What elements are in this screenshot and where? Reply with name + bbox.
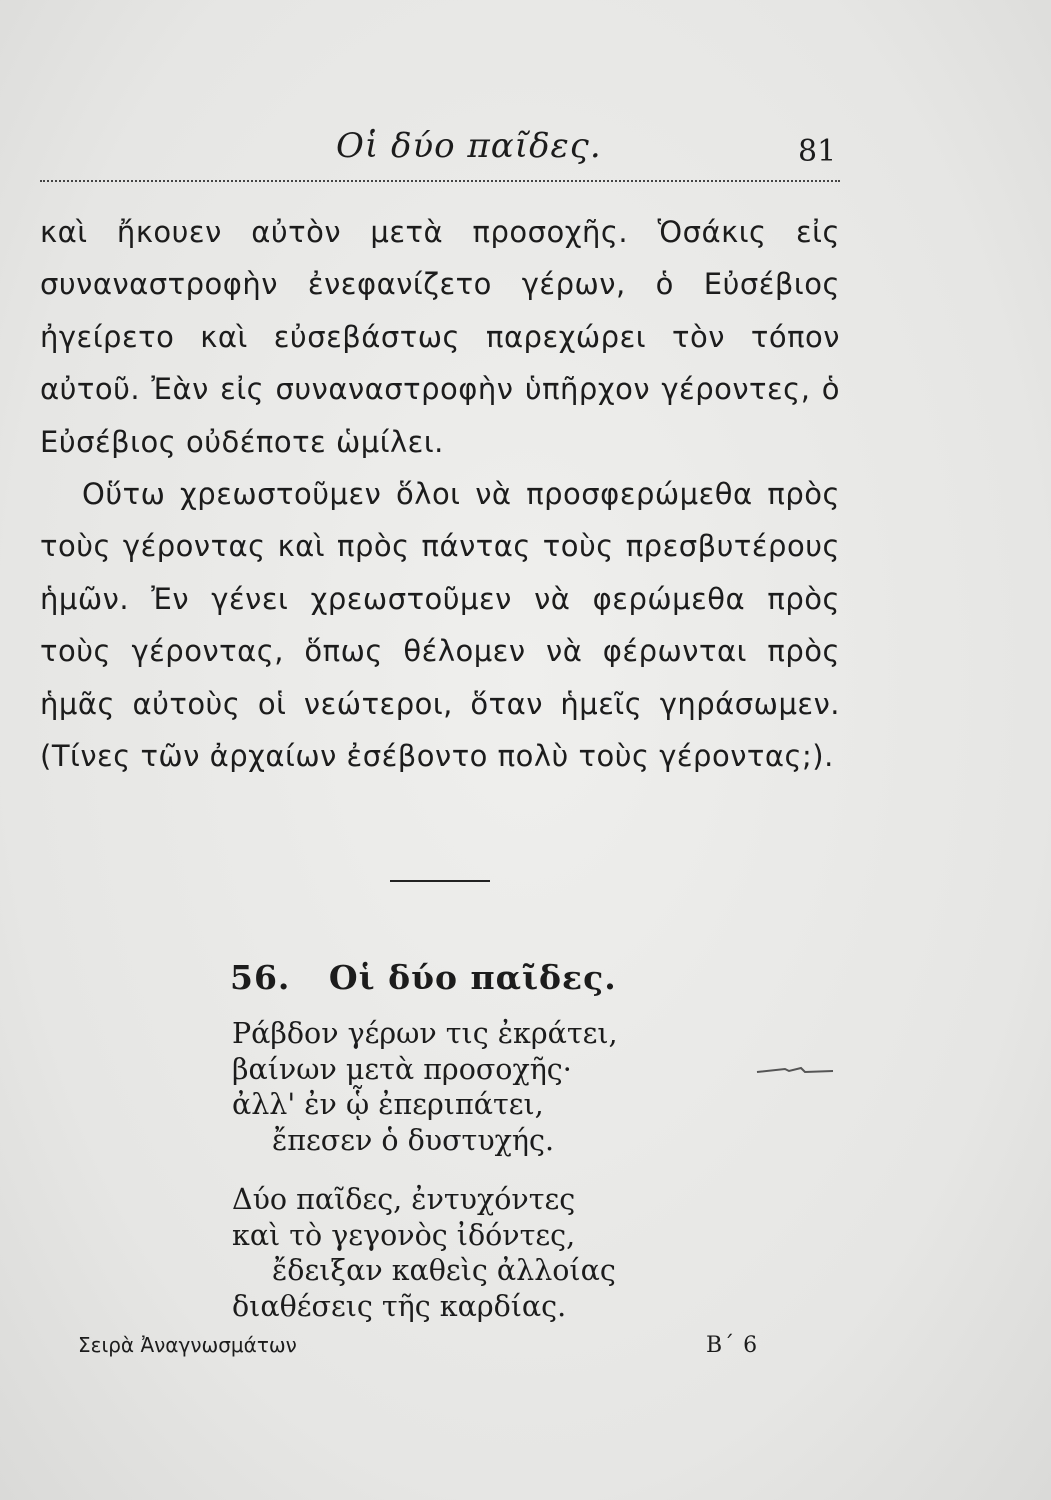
signature-mark: Β΄ 6 [706, 1333, 759, 1358]
prose-paragraph: Οὕτω χρεωστοῦμεν ὅλοι νὰ προσφερώμεθα πρὸς τοὺς γέροντας καὶ πρὸς πάντας τοὺς πρεσβυτέρους ἡμῶν. Ἐν γένει χρεωστοῦμεν νὰ φερώμεθα πρὸς τοὺς γέροντας, ὅπως θέλομεν νὰ φέρωνται πρὸς ἡμᾶς αὐτοὺς οἱ νεώτεροι, ὅταν ἡμεῖς γηράσωμεν. (Τίνες τῶν ἀρχαίων ἐσέβοντο πολὺ τοὺς γέροντας;). [40, 477, 840, 774]
margin-mark [755, 1066, 835, 1076]
page-number: 81 [798, 134, 837, 169]
poem-line: Δύο παῖδες, ἐντυχόντες [232, 1183, 576, 1216]
poem-number: 56. [230, 958, 291, 997]
prose-body [40, 206, 840, 782]
poem-line: βαίνων μετὰ προσοχῆς· [232, 1052, 572, 1086]
prose-paragraph: καὶ ἤκουεν αὐτὸν μετὰ προσοχῆς. Ὁσάκις εἰς συναναστροφὴν ἐνεφανίζετο γέρων, ὁ Εὐσέβιος ἠγείρετο καὶ εὐσεβάστως παρεχώρει τὸν τόπον αὐτοῦ. Ἐὰν εἰς συναναστροφὴν ὑπῆρχον γέροντες, ὁ Εὐσέβιος οὐδέποτε ὡμίλει. [40, 215, 840, 459]
poem-line: ἔδειξαν καθεὶς ἀλλοίας [272, 1254, 616, 1287]
poem-line: ἀλλ' ἐν ᾧ ἐπεριπάτει, [232, 1088, 544, 1121]
series-footer: Σειρὰ Ἀναγνωσμάτων [78, 1333, 297, 1357]
poem-title: Οἱ δύο παῖδες. [328, 958, 617, 997]
poem-line: ἔπεσεν ὁ δυστυχής. [272, 1123, 555, 1157]
stanza-gap [232, 1158, 618, 1182]
poem-body [232, 1016, 618, 1324]
poem-heading [230, 958, 617, 997]
poem-line: Ράβδον γέρων τις ἐκράτει, [232, 1017, 618, 1050]
header-rule [40, 180, 840, 182]
section-separator [390, 880, 490, 882]
poem-line: διαθέσεις τῆς καρδίας. [232, 1289, 567, 1323]
poem-line: καὶ τὸ γεγονὸς ἰδόντες, [232, 1218, 576, 1252]
running-header-title: Οἱ δύο παῖδες. [336, 126, 602, 166]
